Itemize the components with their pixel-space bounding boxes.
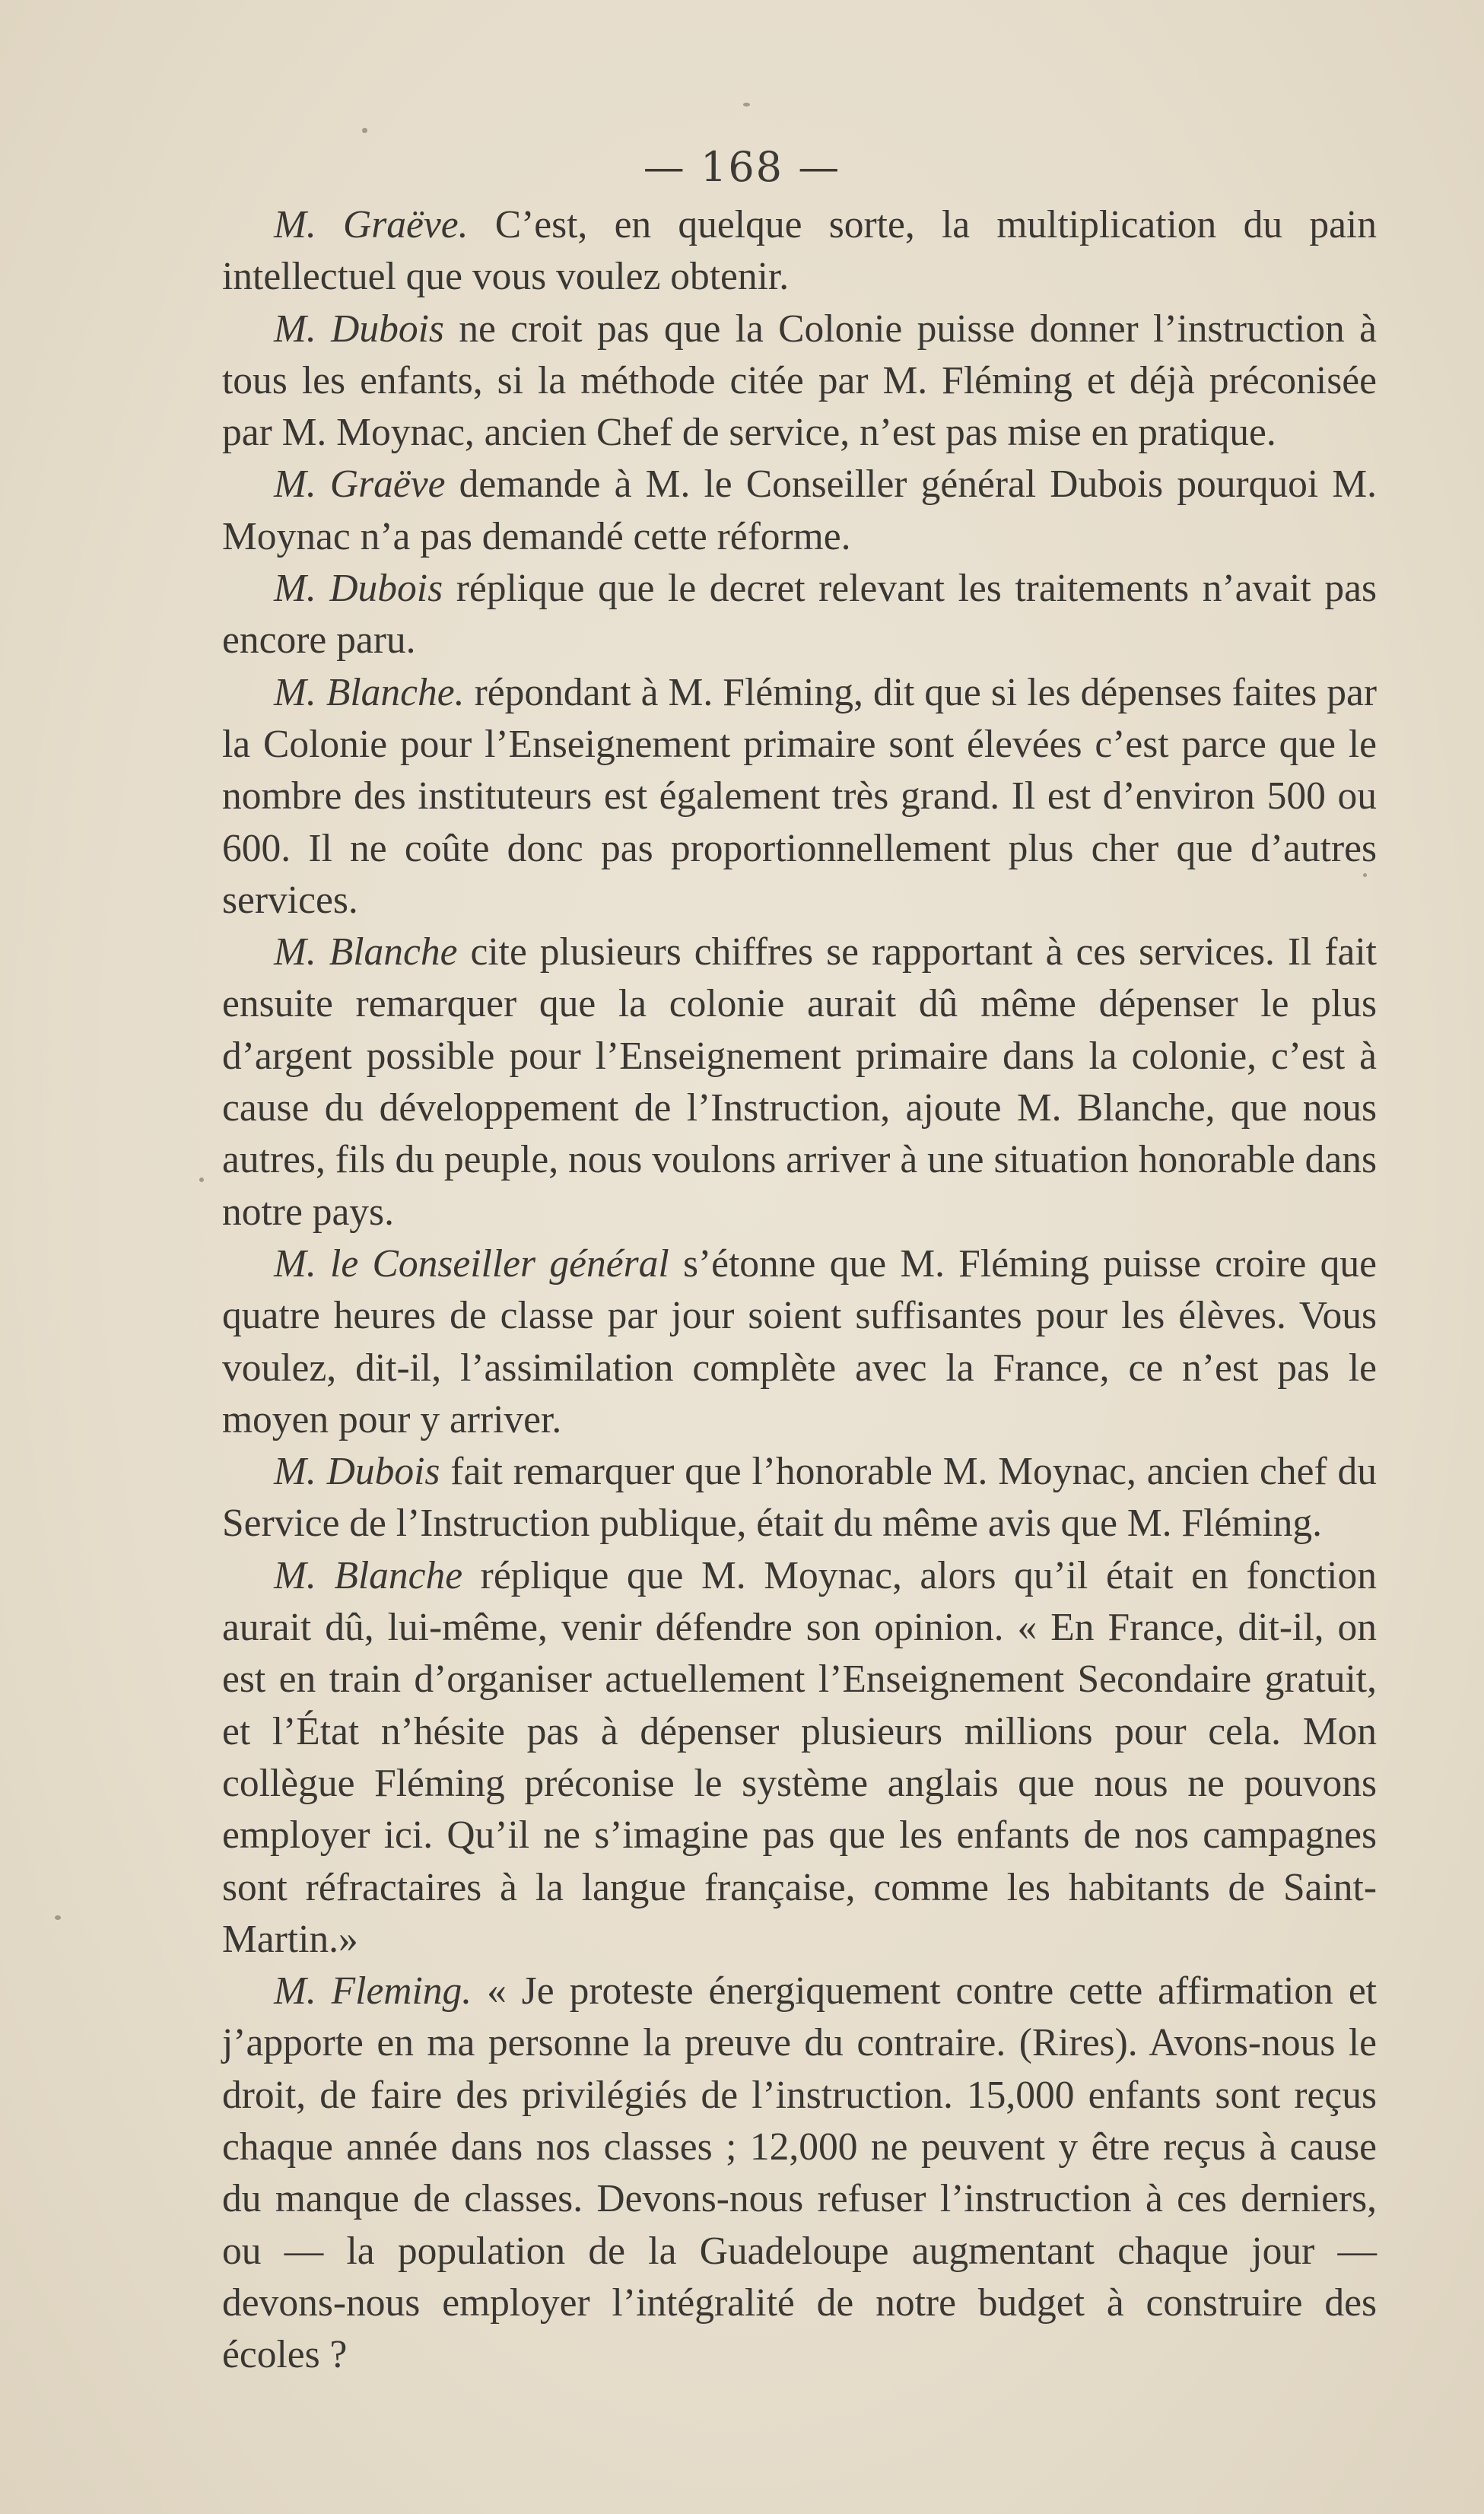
paragraph-text: demande à M. le Conseiller général Dubois pourquoi M. Moynac n’a pas demandé cette réforme. bbox=[222, 462, 1377, 558]
speaker-name: M. Dubois bbox=[274, 307, 444, 351]
page-number: — 168 — bbox=[643, 143, 841, 191]
paragraph bbox=[222, 199, 1377, 304]
speaker-name: M. Fleming. bbox=[274, 1969, 472, 2013]
paragraph-text: réplique que M. Moynac, alors qu’il était en fonction aurait dû, lui-même, venir défendre son opinion. « En France, dit-il, on est en train d’organiser actuellement l’Enseignement Secondaire gratuit, et l’État n’hésite pas à dépenser plusieurs millions pour cela. Mon collègue Fléming préconise le système anglais que nous ne pouvons employer ici. Qu’il ne s’imagine pas que les enfants de nos campagnes sont réfractaires à la langue française, comme les habitants de Saint-Martin.» bbox=[222, 1553, 1377, 1961]
paragraph bbox=[222, 1446, 1377, 1550]
speaker-name: M. Blanche bbox=[274, 930, 458, 974]
speaker-name: M. Blanche. bbox=[274, 670, 465, 714]
speaker-name: M. Dubois bbox=[274, 1450, 440, 1494]
speaker-name: M. Graëve. bbox=[274, 203, 469, 246]
paragraph-text: ne croit pas que la Colonie puisse donner l’instruction à tous les enfants, si la méthode citée par M. Fléming et déjà préconisée par M. Moynac, ancien Chef de service, n’est pas mise en pratique. bbox=[222, 307, 1377, 455]
speaker-name: M. Blanche bbox=[274, 1553, 463, 1597]
paragraph-text: réplique que le decret relevant les traitements n’avait pas encore paru. bbox=[222, 567, 1377, 663]
paragraph-text: s’étonne que M. Fléming puisse croire que quatre heures de classe par jour soient suffisantes pour les élèves. Vous voulez, dit-il, l’assimilation complète avec la France, ce n’est pas le moyen pour y arriver. bbox=[222, 1241, 1377, 1441]
paragraph-text: fait remarquer que l’honorable M. Moynac, ancien chef du Service de l’Instruction publique, était du même avis que M. Fléming. bbox=[222, 1450, 1377, 1546]
paragraph bbox=[222, 304, 1377, 459]
paragraph-text: répondant à M. Fléming, dit que si les dépenses faites par la Colonie pour l’Enseignement primaire sont élevées c’est parce que le nombre des instituteurs est également très grand. Il est d’environ 500 ou 600. Il ne coûte donc pas proportionnellement plus cher que d’autres services. bbox=[222, 670, 1377, 922]
paper-speck bbox=[55, 1915, 61, 1920]
speaker-name: M. Graëve bbox=[274, 462, 446, 507]
paper-speck bbox=[199, 1178, 204, 1182]
speaker-name: M. le Conseiller général bbox=[274, 1241, 669, 1286]
paragraph-text: C’est, en quelque sorte, la multiplication du pain intellectuel que vous voulez obtenir. bbox=[222, 203, 1377, 299]
paper-speck bbox=[362, 128, 367, 133]
paragraph-text: « Je proteste énergiquement contre cette affirmation et j’apporte en ma personne la preuve du contraire. (Rires). Avons-nous le droit, de faire des privilégiés de l’instruction. 15,000 enfants sont reçus chaque année dans nos classes ; 12,000 ne peuvent y être reçus à cause du manque de classes. Devons-nous refuser l’instruction à ces derniers, ou — la population de la Guadeloupe augmentant chaque jour — devons-nous employer l’intégralité de notre budget à construire des écoles ? bbox=[222, 1969, 1377, 2377]
paragraph bbox=[222, 1238, 1377, 1446]
paragraph bbox=[222, 926, 1377, 1238]
paragraph bbox=[222, 1966, 1377, 2381]
paper-speck bbox=[1363, 873, 1367, 877]
paragraph bbox=[222, 459, 1377, 563]
document-body bbox=[222, 199, 1377, 2381]
paragraph bbox=[222, 667, 1377, 926]
speaker-name: M. Dubois bbox=[274, 567, 443, 611]
paragraph bbox=[222, 563, 1377, 667]
paragraph bbox=[222, 1550, 1377, 1966]
paragraph-text: cite plusieurs chiffres se rapportant à ces services. Il fait ensuite remarquer que la colonie aurait dû même dépenser le plus d’argent possible pour l’Enseignement primaire dans la colonie, c’est à cause du développement de l’Instruction, ajoute M. Blanche, que nous autres, fils du peuple, nous voulons arriver à une situation honorable dans notre pays. bbox=[222, 930, 1377, 1234]
paper-speck bbox=[743, 103, 750, 106]
